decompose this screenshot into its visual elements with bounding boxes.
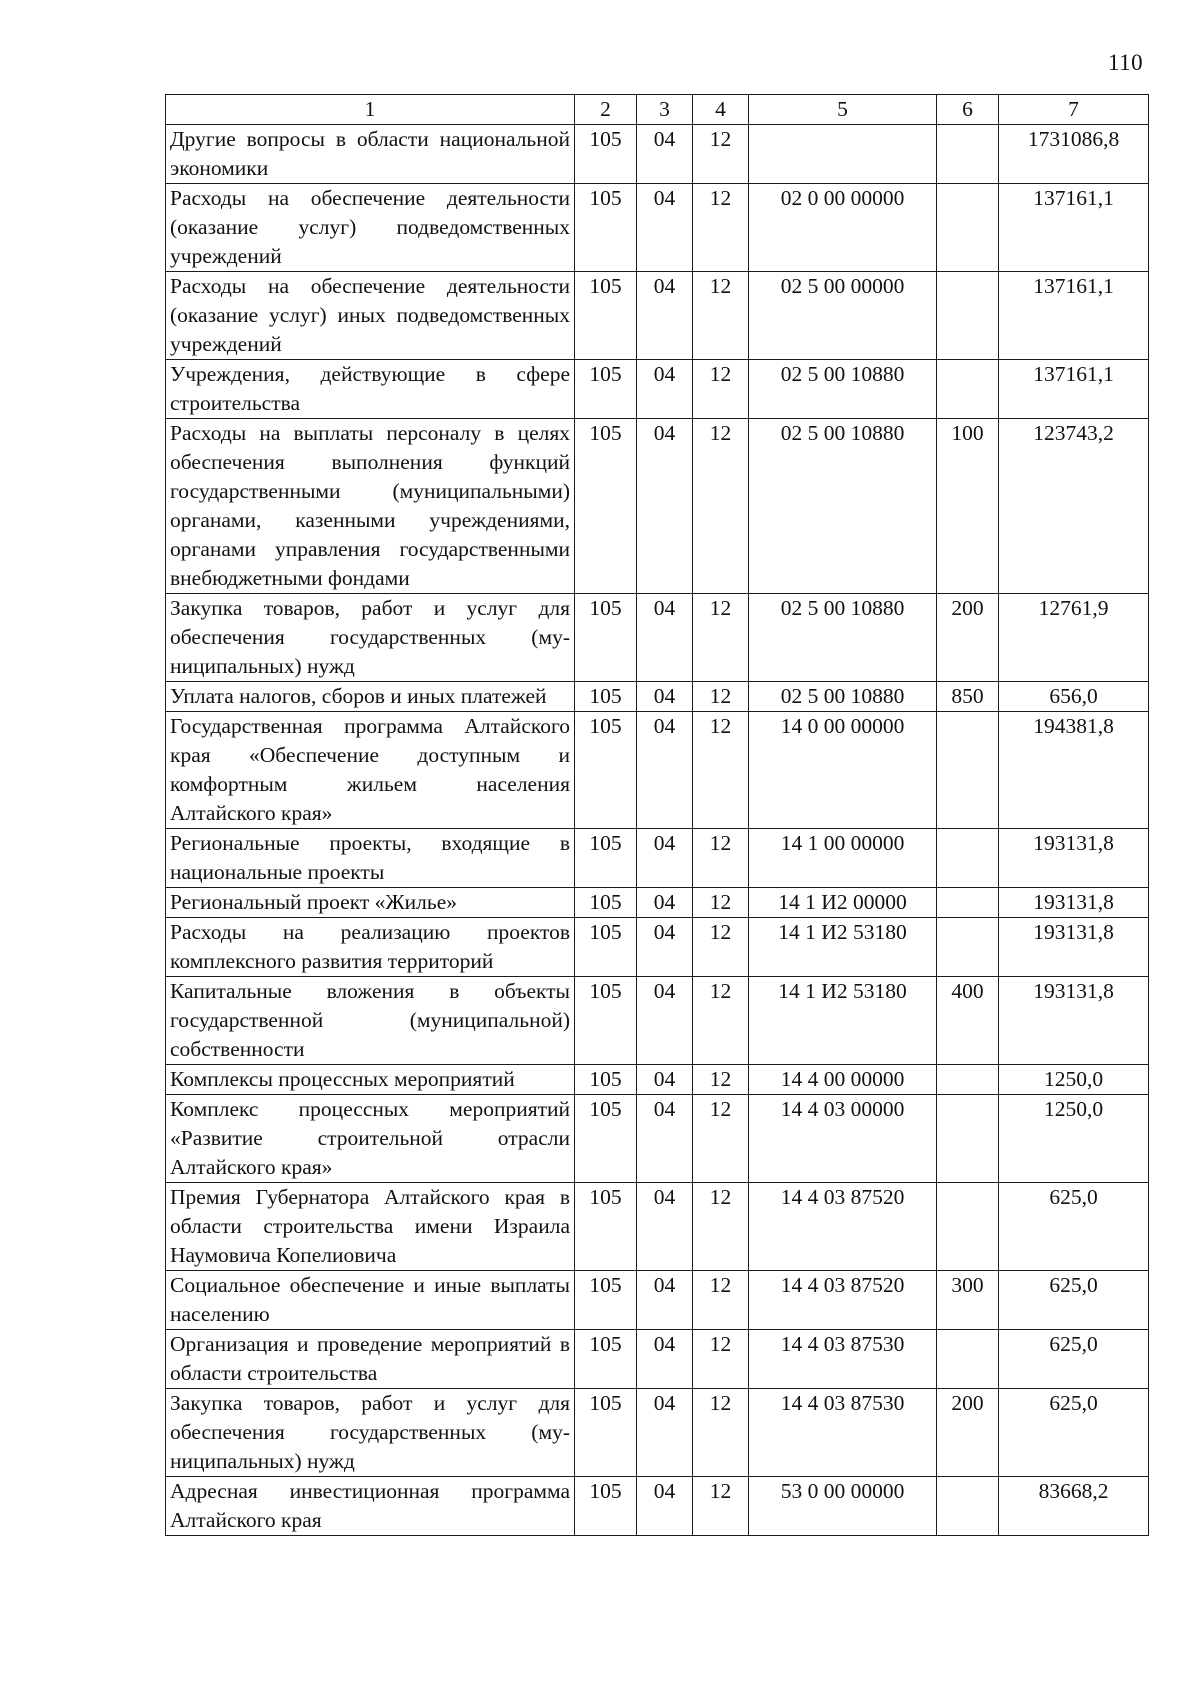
column-header-3: 3 [637,95,693,125]
expense-type-cell [937,272,999,360]
code-cell-4: 12 [693,1095,749,1183]
table-row [166,1330,1149,1389]
amount-cell: 625,0 [999,1389,1149,1477]
expense-type-cell [937,125,999,184]
table-row [166,419,1149,594]
code-cell-3: 04 [637,712,693,829]
amount-cell: 12761,9 [999,594,1149,682]
code-cell-2: 105 [575,272,637,360]
code-cell-3: 04 [637,419,693,594]
code-cell-2: 105 [575,125,637,184]
amount-cell: 123743,2 [999,419,1149,594]
expense-type-cell: 300 [937,1271,999,1330]
code-cell-3: 04 [637,1095,693,1183]
expense-type-cell [937,184,999,272]
expense-type-cell [937,888,999,918]
code-cell-4: 12 [693,1065,749,1095]
row-name-cell: Премия Губернатора Алтайского края в области строительства имени Израила Наумовича Копелиовича [166,1183,575,1271]
code-cell-2: 105 [575,918,637,977]
code-cell-2: 105 [575,829,637,888]
code-cell-4: 12 [693,184,749,272]
amount-cell: 83668,2 [999,1477,1149,1536]
table-row [166,1183,1149,1271]
code-cell-3: 04 [637,1330,693,1389]
code-cell-2: 105 [575,1271,637,1330]
code-cell-3: 04 [637,918,693,977]
table-row [166,918,1149,977]
table-row [166,829,1149,888]
table-row [166,1477,1149,1536]
code-cell-3: 04 [637,888,693,918]
table-body [166,125,1149,1536]
code-cell-3: 04 [637,682,693,712]
expense-type-cell: 850 [937,682,999,712]
code-cell-2: 105 [575,1330,637,1389]
code-cell-2: 105 [575,1183,637,1271]
expense-type-cell [937,360,999,419]
code-cell-2: 105 [575,888,637,918]
target-code-cell: 02 0 00 00000 [749,184,937,272]
amount-cell: 1250,0 [999,1095,1149,1183]
amount-cell: 1731086,8 [999,125,1149,184]
code-cell-4: 12 [693,829,749,888]
target-code-cell: 14 1 И2 53180 [749,977,937,1065]
code-cell-2: 105 [575,419,637,594]
column-header-4: 4 [693,95,749,125]
target-code-cell: 14 0 00 00000 [749,712,937,829]
code-cell-4: 12 [693,888,749,918]
row-name-cell: Комплекс процессных мероприятий «Развитие строительной отрасли Алтайского края» [166,1095,575,1183]
target-code-cell: 14 4 00 00000 [749,1065,937,1095]
code-cell-4: 12 [693,1183,749,1271]
row-name-cell: Региональные проекты, входящие в национальные проекты [166,829,575,888]
expense-type-cell [937,918,999,977]
row-name-cell: Учреждения, действующие в сфере строительства [166,360,575,419]
code-cell-4: 12 [693,594,749,682]
amount-cell: 625,0 [999,1330,1149,1389]
code-cell-2: 105 [575,360,637,419]
row-name-cell: Другие вопросы в области национальной экономики [166,125,575,184]
code-cell-3: 04 [637,594,693,682]
amount-cell: 1250,0 [999,1065,1149,1095]
budget-table [165,94,1149,1536]
row-name-cell: Организация и проведение мероприятий в области строительства [166,1330,575,1389]
row-name-cell: Государственная программа Алтайского края «Обеспечение доступным и комфортным жильем населения Алтайского края» [166,712,575,829]
target-code-cell: 02 5 00 00000 [749,272,937,360]
table-row [166,184,1149,272]
row-name-cell: Социальное обеспечение и иные выплаты населению [166,1271,575,1330]
row-name-cell: Расходы на реализацию проектов комплексного развития территорий [166,918,575,977]
target-code-cell: 02 5 00 10880 [749,682,937,712]
amount-cell: 194381,8 [999,712,1149,829]
code-cell-3: 04 [637,360,693,419]
amount-cell: 193131,8 [999,829,1149,888]
code-cell-2: 105 [575,1065,637,1095]
target-code-cell: 14 4 03 87520 [749,1183,937,1271]
code-cell-3: 04 [637,977,693,1065]
row-name-cell: Капитальные вложения в объекты государственной (муниципальной) собственности [166,977,575,1065]
code-cell-3: 04 [637,272,693,360]
target-code-cell: 02 5 00 10880 [749,594,937,682]
code-cell-4: 12 [693,272,749,360]
row-name-cell: Адресная инвестиционная программа Алтайского края [166,1477,575,1536]
code-cell-3: 04 [637,1183,693,1271]
target-code-cell: 14 1 И2 53180 [749,918,937,977]
amount-cell: 656,0 [999,682,1149,712]
amount-cell: 137161,1 [999,184,1149,272]
amount-cell: 193131,8 [999,888,1149,918]
row-name-cell: Уплата налогов, сборов и иных платежей [166,682,575,712]
code-cell-4: 12 [693,712,749,829]
table-row [166,272,1149,360]
row-name-cell: Расходы на выплаты персоналу в целях обеспечения выполнения функций государственными (муниципальными) органами, казенными учреждениями, органами управления государственными внебюджетными фондами [166,419,575,594]
expense-type-cell [937,712,999,829]
code-cell-2: 105 [575,594,637,682]
row-name-cell: Закупка товаров, работ и услуг для обеспечения государственных (муниципальных) нужд [166,1389,575,1477]
target-code-cell: 53 0 00 00000 [749,1477,937,1536]
table-row [166,594,1149,682]
target-code-cell: 02 5 00 10880 [749,360,937,419]
row-name-cell: Региональный проект «Жилье» [166,888,575,918]
table-row [166,888,1149,918]
code-cell-3: 04 [637,1477,693,1536]
target-code-cell: 14 4 03 87520 [749,1271,937,1330]
column-header-1: 1 [166,95,575,125]
header-row [166,95,1149,125]
amount-cell: 137161,1 [999,360,1149,419]
column-header-7: 7 [999,95,1149,125]
expense-type-cell: 400 [937,977,999,1065]
amount-cell: 625,0 [999,1183,1149,1271]
row-name-cell: Расходы на обеспечение деятельности (оказание услуг) иных подведомственных учреждений [166,272,575,360]
code-cell-2: 105 [575,1095,637,1183]
code-cell-4: 12 [693,419,749,594]
table-row [166,1095,1149,1183]
table-row [166,712,1149,829]
expense-type-cell [937,1095,999,1183]
table-row [166,125,1149,184]
table-row [166,1271,1149,1330]
code-cell-4: 12 [693,1389,749,1477]
expense-type-cell: 200 [937,1389,999,1477]
row-name-cell: Закупка товаров, работ и услуг для обеспечения государственных (муниципальных) нужд [166,594,575,682]
code-cell-4: 12 [693,1330,749,1389]
amount-cell: 193131,8 [999,977,1149,1065]
code-cell-4: 12 [693,977,749,1065]
code-cell-4: 12 [693,918,749,977]
code-cell-3: 04 [637,1065,693,1095]
code-cell-2: 105 [575,184,637,272]
column-header-2: 2 [575,95,637,125]
expense-type-cell: 100 [937,419,999,594]
code-cell-2: 105 [575,1389,637,1477]
table-row [166,1065,1149,1095]
code-cell-2: 105 [575,1477,637,1536]
column-header-6: 6 [937,95,999,125]
page-number: 110 [1108,50,1144,75]
code-cell-3: 04 [637,184,693,272]
code-cell-4: 12 [693,1477,749,1536]
expense-type-cell [937,1065,999,1095]
target-code-cell: 14 1 00 00000 [749,829,937,888]
target-code-cell: 14 4 03 87530 [749,1330,937,1389]
row-name-cell: Комплексы процессных мероприятий [166,1065,575,1095]
expense-type-cell: 200 [937,594,999,682]
expense-type-cell [937,829,999,888]
table-row [166,1389,1149,1477]
amount-cell: 193131,8 [999,918,1149,977]
target-code-cell: 14 4 03 87530 [749,1389,937,1477]
target-code-cell: 02 5 00 10880 [749,419,937,594]
code-cell-4: 12 [693,682,749,712]
code-cell-4: 12 [693,360,749,419]
code-cell-2: 105 [575,712,637,829]
target-code-cell: 14 4 03 00000 [749,1095,937,1183]
code-cell-3: 04 [637,125,693,184]
target-code-cell: 14 1 И2 00000 [749,888,937,918]
code-cell-3: 04 [637,829,693,888]
column-header-5: 5 [749,95,937,125]
code-cell-4: 12 [693,125,749,184]
amount-cell: 137161,1 [999,272,1149,360]
table-row [166,682,1149,712]
table-row [166,360,1149,419]
code-cell-3: 04 [637,1389,693,1477]
expense-type-cell [937,1330,999,1389]
code-cell-4: 12 [693,1271,749,1330]
code-cell-2: 105 [575,682,637,712]
row-name-cell: Расходы на обеспечение деятельности (оказание услуг) подведомственных учреждений [166,184,575,272]
amount-cell: 625,0 [999,1271,1149,1330]
target-code-cell [749,125,937,184]
expense-type-cell [937,1183,999,1271]
code-cell-2: 105 [575,977,637,1065]
expense-type-cell [937,1477,999,1536]
code-cell-3: 04 [637,1271,693,1330]
table-row [166,977,1149,1065]
